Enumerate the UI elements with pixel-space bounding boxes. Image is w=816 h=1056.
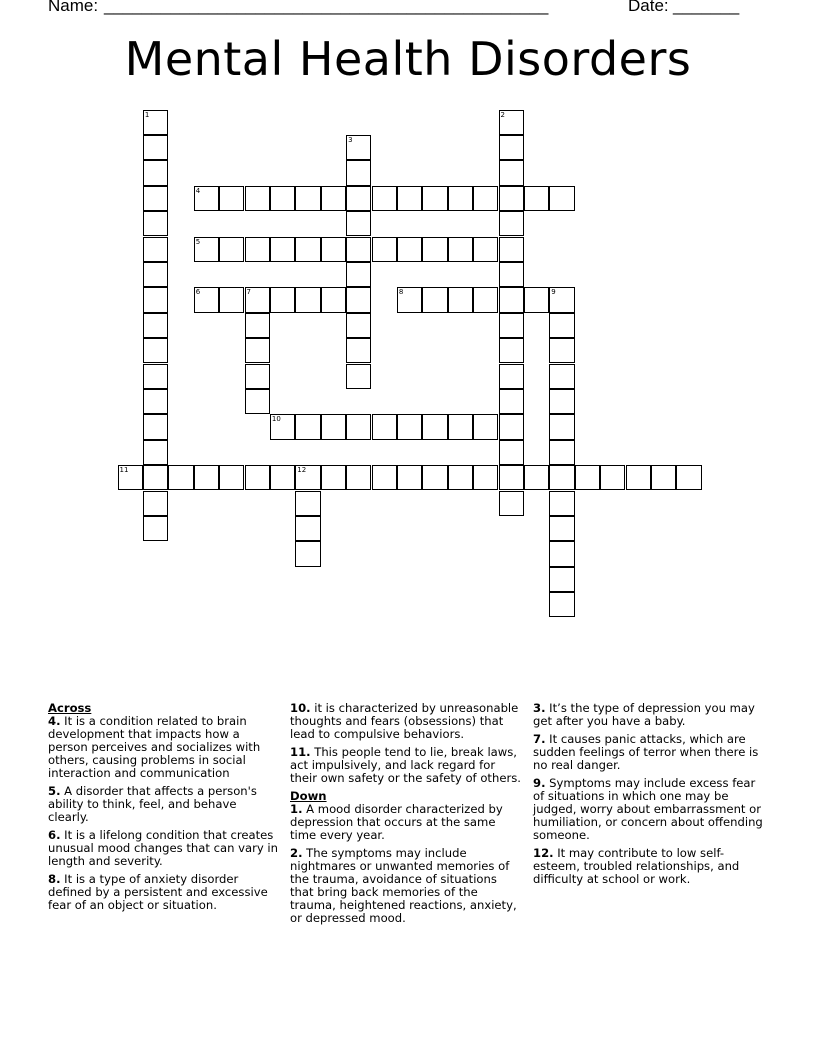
grid-cell[interactable] bbox=[270, 287, 295, 312]
clue-down-2: 2. The symptoms may include nightmares or unwanted memories of the trauma, avoidance of situations that bring back memories of the trauma, heightened reactions, anxiety, or depressed mood. bbox=[290, 846, 517, 925]
grid-cell[interactable] bbox=[245, 389, 270, 414]
grid-cell[interactable] bbox=[600, 465, 625, 490]
grid-cell[interactable] bbox=[549, 465, 574, 490]
grid-cell[interactable] bbox=[524, 287, 549, 312]
cell-number: 1 bbox=[144, 110, 150, 119]
grid-cell[interactable] bbox=[549, 491, 574, 516]
grid-cell[interactable] bbox=[473, 465, 498, 490]
grid-cell[interactable] bbox=[194, 465, 219, 490]
grid-cell[interactable] bbox=[245, 465, 270, 490]
grid-cell[interactable] bbox=[372, 414, 397, 439]
grid-cell[interactable] bbox=[499, 211, 524, 236]
grid-cell[interactable] bbox=[397, 237, 422, 262]
grid-cell[interactable] bbox=[499, 186, 524, 211]
grid-cell[interactable] bbox=[245, 313, 270, 338]
cell-number: 2 bbox=[500, 110, 505, 119]
grid-cell[interactable] bbox=[245, 364, 270, 389]
grid-cell[interactable] bbox=[499, 364, 524, 389]
grid-cell[interactable] bbox=[118, 465, 143, 490]
date-label: Date: bbox=[628, 0, 669, 15]
grid-cell[interactable] bbox=[346, 287, 371, 312]
grid-cell[interactable] bbox=[143, 186, 168, 211]
grid-cell[interactable] bbox=[549, 364, 574, 389]
grid-cell[interactable] bbox=[422, 414, 447, 439]
grid-cell[interactable] bbox=[549, 414, 574, 439]
cell-number: 12 bbox=[297, 466, 307, 475]
grid-cell[interactable] bbox=[143, 287, 168, 312]
grid-cell[interactable] bbox=[524, 465, 549, 490]
grid-cell[interactable] bbox=[499, 465, 524, 490]
clue-down-3: 3. It’s the type of depression you may get after you have a baby. bbox=[533, 701, 755, 728]
grid-cell[interactable] bbox=[372, 465, 397, 490]
grid-cell[interactable] bbox=[549, 186, 574, 211]
grid-cell[interactable] bbox=[499, 287, 524, 312]
grid-cell[interactable] bbox=[194, 186, 219, 211]
grid-cell[interactable] bbox=[295, 414, 320, 439]
grid-cell[interactable] bbox=[448, 186, 473, 211]
date-blank-line[interactable]: _______ bbox=[673, 0, 740, 15]
grid-cell[interactable] bbox=[422, 237, 447, 262]
grid-cell[interactable] bbox=[346, 338, 371, 363]
grid-cell[interactable] bbox=[143, 110, 168, 135]
grid-cell[interactable] bbox=[346, 262, 371, 287]
grid-cell[interactable] bbox=[143, 491, 168, 516]
cell-number: 6 bbox=[195, 288, 201, 297]
clue-column-3 bbox=[533, 702, 769, 891]
clue-down-12: 12. It may contribute to low self-esteem, troubled relationships, and difficulty at school or work. bbox=[533, 846, 740, 886]
grid-cell[interactable] bbox=[397, 287, 422, 312]
grid-cell[interactable] bbox=[499, 135, 524, 160]
grid-cell[interactable] bbox=[270, 414, 295, 439]
grid-cell[interactable] bbox=[473, 287, 498, 312]
grid-cell[interactable] bbox=[499, 440, 524, 465]
grid-cell[interactable] bbox=[143, 237, 168, 262]
grid-cell[interactable] bbox=[372, 186, 397, 211]
grid-cell[interactable] bbox=[397, 414, 422, 439]
grid-cell[interactable] bbox=[346, 237, 371, 262]
grid-cell[interactable] bbox=[143, 211, 168, 236]
grid-cell[interactable] bbox=[295, 541, 320, 566]
name-label: Name: bbox=[48, 0, 99, 15]
grid-cell[interactable] bbox=[397, 465, 422, 490]
clue-down-1: 1. A mood disorder characterized by depression that occurs at the same time every year. bbox=[290, 802, 503, 842]
grid-cell[interactable] bbox=[346, 186, 371, 211]
cell-number: 4 bbox=[195, 186, 201, 195]
grid-cell[interactable] bbox=[549, 287, 574, 312]
grid-cell[interactable] bbox=[321, 237, 346, 262]
grid-cell[interactable] bbox=[448, 237, 473, 262]
clue-across-5: 5. A disorder that affects a person's ability to think, feel, and behave clearly. bbox=[48, 784, 257, 824]
grid-cell[interactable] bbox=[676, 465, 701, 490]
cell-number: 9 bbox=[551, 288, 556, 297]
grid-cell[interactable] bbox=[321, 465, 346, 490]
grid-cell[interactable] bbox=[295, 287, 320, 312]
clue-across-11: 11. This people tend to lie, break laws, act impulsively, and lack regard for their own safety or the safety of others. bbox=[290, 745, 521, 785]
grid-cell[interactable] bbox=[499, 338, 524, 363]
grid-cell[interactable] bbox=[346, 135, 371, 160]
grid-cell[interactable] bbox=[295, 516, 320, 541]
clue-across-10: 10. it is characterized by unreasonable thoughts and fears (obsessions) that lead to compulsive behaviors. bbox=[290, 701, 519, 741]
grid-cell[interactable] bbox=[549, 440, 574, 465]
grid-cell[interactable] bbox=[245, 186, 270, 211]
clue-across-8: 8. It is a type of anxiety disorder defined by a persistent and excessive fear of an object or situation. bbox=[48, 872, 268, 912]
grid-cell[interactable] bbox=[219, 186, 244, 211]
grid-cell[interactable] bbox=[626, 465, 651, 490]
grid-cell[interactable] bbox=[346, 313, 371, 338]
grid-cell[interactable] bbox=[448, 465, 473, 490]
grid-cell[interactable] bbox=[295, 465, 320, 490]
grid-cell[interactable] bbox=[143, 160, 168, 185]
grid-cell[interactable] bbox=[473, 414, 498, 439]
cell-number: 8 bbox=[398, 288, 404, 297]
grid-cell[interactable] bbox=[549, 389, 574, 414]
grid-cell[interactable] bbox=[422, 186, 447, 211]
cell-number: 7 bbox=[246, 288, 251, 297]
grid-cell[interactable] bbox=[346, 414, 371, 439]
grid-cell[interactable] bbox=[549, 541, 574, 566]
grid-cell[interactable] bbox=[499, 110, 524, 135]
name-blank-line[interactable]: _______________________________________________ bbox=[104, 0, 549, 15]
grid-cell[interactable] bbox=[143, 135, 168, 160]
grid-cell[interactable] bbox=[143, 389, 168, 414]
grid-cell[interactable] bbox=[549, 592, 574, 617]
grid-cell[interactable] bbox=[397, 186, 422, 211]
grid-cell[interactable] bbox=[321, 414, 346, 439]
across-heading: Across bbox=[48, 701, 92, 715]
clue-down-7: 7. It causes panic attacks, which are sudden feelings of terror when there is no real danger. bbox=[533, 732, 759, 772]
grid-cell[interactable] bbox=[499, 313, 524, 338]
grid-cell[interactable] bbox=[295, 186, 320, 211]
clue-across-4: 4. It is a condition related to brain development that impacts how a person perceives and socializes with others, causing problems in social interaction and communication bbox=[48, 714, 261, 780]
grid-cell[interactable] bbox=[549, 516, 574, 541]
clue-across-6: 6. It is a lifelong condition that creates unusual mood changes that can vary in length and severity. bbox=[48, 828, 278, 868]
grid-cell[interactable] bbox=[143, 364, 168, 389]
grid-cell[interactable] bbox=[575, 465, 600, 490]
grid-cell[interactable] bbox=[473, 186, 498, 211]
grid-cell[interactable] bbox=[499, 160, 524, 185]
grid-cell[interactable] bbox=[295, 491, 320, 516]
grid-cell[interactable] bbox=[346, 160, 371, 185]
cell-number: 5 bbox=[195, 237, 201, 246]
clue-column-1 bbox=[48, 702, 280, 917]
grid-cell[interactable] bbox=[143, 414, 168, 439]
grid-cell[interactable] bbox=[499, 389, 524, 414]
grid-cell[interactable] bbox=[143, 465, 168, 490]
cell-number: 11 bbox=[119, 466, 129, 475]
grid-cell[interactable] bbox=[194, 287, 219, 312]
grid-cell[interactable] bbox=[549, 313, 574, 338]
grid-cell[interactable] bbox=[245, 237, 270, 262]
grid-cell[interactable] bbox=[321, 186, 346, 211]
page-title: Mental Health Disorders bbox=[124, 32, 692, 86]
grid-cell[interactable] bbox=[346, 211, 371, 236]
grid-cell[interactable] bbox=[499, 414, 524, 439]
cell-number: 10 bbox=[271, 415, 281, 424]
grid-cell[interactable] bbox=[448, 287, 473, 312]
grid-cell[interactable] bbox=[499, 237, 524, 262]
grid-cell[interactable] bbox=[245, 287, 270, 312]
grid-cell[interactable] bbox=[143, 516, 168, 541]
clue-down-9: 9. Symptoms may include excess fear of situations in which one may be judged, worry about embarrassment or humiliation, or concern about offending someone. bbox=[533, 776, 763, 842]
grid-cell[interactable] bbox=[549, 338, 574, 363]
grid-cell[interactable] bbox=[270, 465, 295, 490]
grid-cell[interactable] bbox=[219, 237, 244, 262]
grid-cell[interactable] bbox=[473, 237, 498, 262]
grid-cell[interactable] bbox=[448, 414, 473, 439]
grid-cell[interactable] bbox=[422, 465, 447, 490]
grid-cell[interactable] bbox=[372, 237, 397, 262]
grid-cell[interactable] bbox=[651, 465, 676, 490]
grid-cell[interactable] bbox=[346, 364, 371, 389]
grid-cell[interactable] bbox=[168, 465, 193, 490]
grid-cell[interactable] bbox=[143, 262, 168, 287]
grid-cell[interactable] bbox=[194, 237, 219, 262]
grid-cell[interactable] bbox=[219, 287, 244, 312]
grid-cell[interactable] bbox=[499, 262, 524, 287]
grid-cell[interactable] bbox=[295, 237, 320, 262]
grid-cell[interactable] bbox=[219, 465, 244, 490]
grid-cell[interactable] bbox=[270, 186, 295, 211]
grid-cell[interactable] bbox=[499, 491, 524, 516]
grid-cell[interactable] bbox=[245, 338, 270, 363]
grid-cell[interactable] bbox=[321, 287, 346, 312]
down-heading: Down bbox=[290, 789, 327, 803]
clue-column-2 bbox=[290, 702, 522, 930]
cell-number: 3 bbox=[348, 135, 353, 144]
grid-cell[interactable] bbox=[524, 186, 549, 211]
grid-cell[interactable] bbox=[143, 313, 168, 338]
grid-cell[interactable] bbox=[143, 440, 168, 465]
grid-cell[interactable] bbox=[143, 338, 168, 363]
grid-cell[interactable] bbox=[549, 567, 574, 592]
grid-cell[interactable] bbox=[422, 287, 447, 312]
grid-cell[interactable] bbox=[346, 465, 371, 490]
grid-cell[interactable] bbox=[270, 237, 295, 262]
